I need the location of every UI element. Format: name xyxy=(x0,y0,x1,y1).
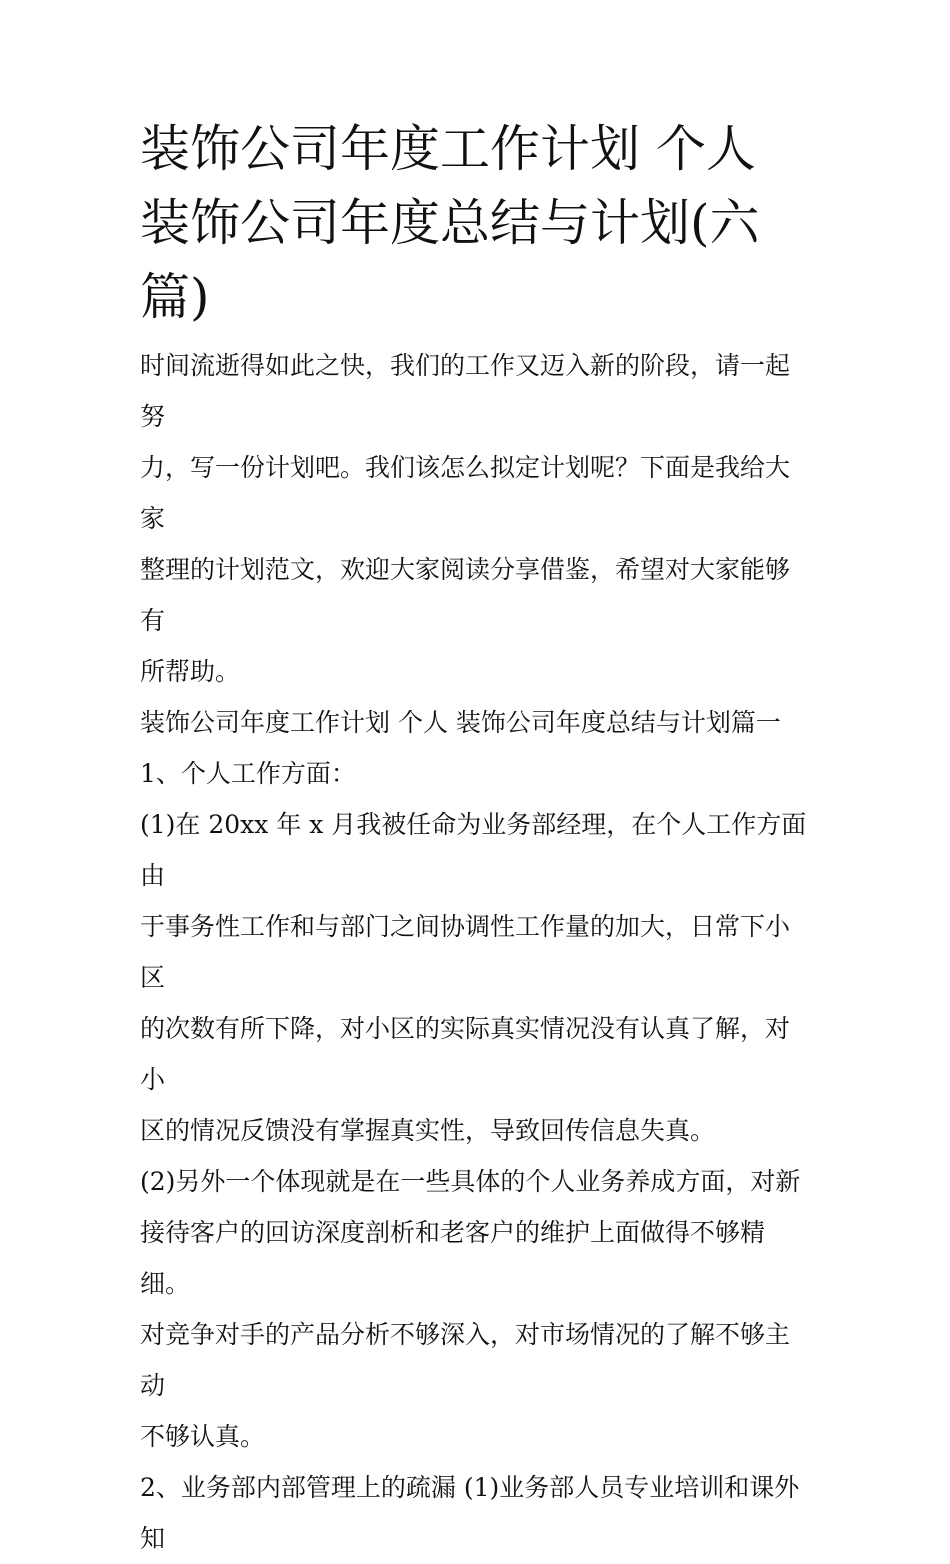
text-line: 区的情况反馈没有掌握真实性，导致回传信息失真。 xyxy=(140,1116,716,1145)
document-title xyxy=(140,112,812,334)
text-line: (2)另外一个体现就是在一些具体的个人业务养成方面，对新 xyxy=(140,1167,801,1196)
title-line-2: 装饰公司年度总结与计划(六 xyxy=(140,194,760,252)
text-line: 的次数有所下降，对小区的实际真实情况没有认真了解，对小 xyxy=(140,1014,791,1094)
subsection-heading: 1、个人工作方面： xyxy=(140,759,356,788)
text-line: 力，写一份计划吧。我们该怎么拟定计划呢？下面是我给大家 xyxy=(140,453,791,533)
title-line-1: 装饰公司年度工作计划 个人 xyxy=(140,120,756,178)
text-line: 所帮助。 xyxy=(140,657,241,686)
title-line-3: 篇) xyxy=(140,268,210,326)
document-body xyxy=(140,340,812,1564)
text-line: 不够认真。 xyxy=(140,1422,266,1451)
text-line: 于事务性工作和与部门之间协调性工作量的加大，日常下小区 xyxy=(140,912,791,992)
document-page xyxy=(140,112,812,1564)
text-line: 接待客户的回访深度剖析和老客户的维护上面做得不够精细。 xyxy=(140,1218,766,1298)
subsection-heading: 2、业务部内部管理上的疏漏 (1)业务部人员专业培训和课外知 xyxy=(140,1473,800,1553)
text-line: 时间流逝得如此之快，我们的工作又迈入新的阶段，请一起努 xyxy=(140,351,791,431)
text-line: 整理的计划范文，欢迎大家阅读分享借鉴，希望对大家能够有 xyxy=(140,555,791,635)
text-line: 对竞争对手的产品分析不够深入，对市场情况的了解不够主动 xyxy=(140,1320,791,1400)
text-line: (1)在 20xx 年 x 月我被任命为业务部经理，在个人工作方面由 xyxy=(140,810,807,890)
section-heading: 装饰公司年度工作计划 个人 装饰公司年度总结与计划篇一 xyxy=(140,708,781,737)
